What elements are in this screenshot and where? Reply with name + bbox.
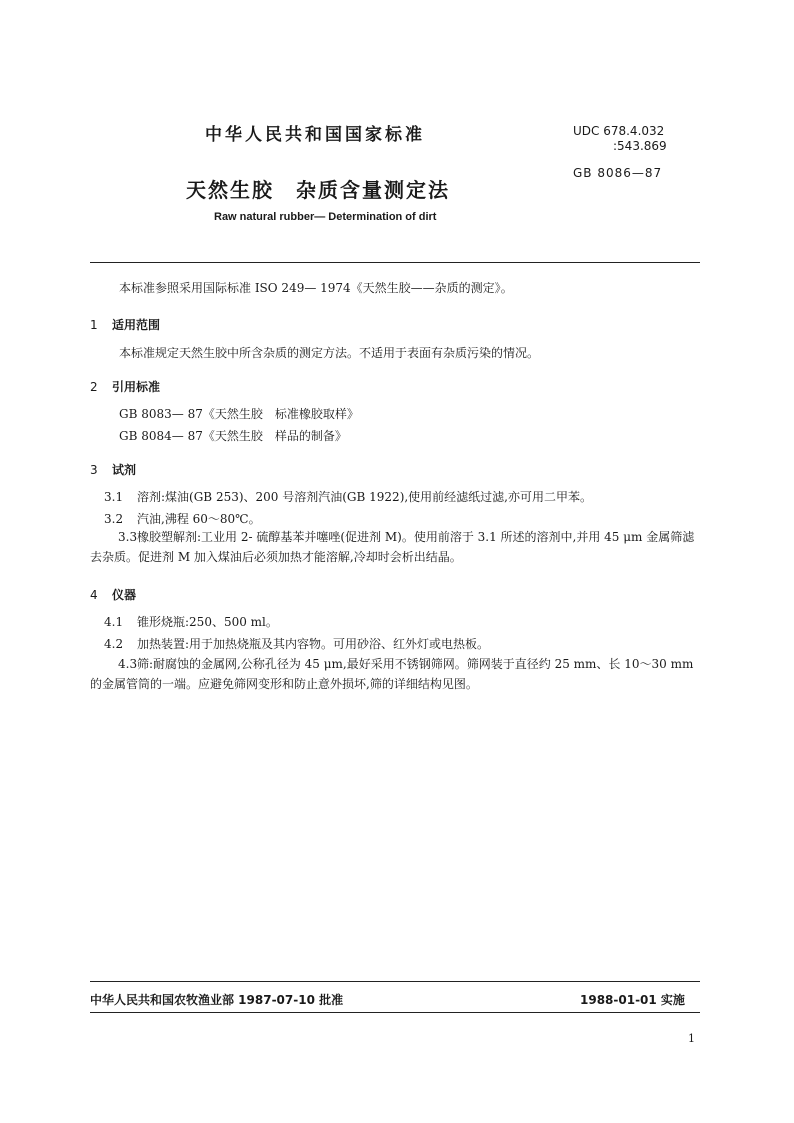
clause-3-1: [104, 489, 592, 505]
clause-4-3: [90, 654, 700, 694]
clause-number: 3.1: [104, 490, 124, 504]
section-3-heading: [90, 461, 136, 478]
implementation-date: 1988-01-01 实施: [580, 993, 685, 1007]
clause-number: 3.2: [104, 512, 124, 526]
gb-code: GB 8086—87: [573, 166, 663, 180]
title-part-1: 天然生胶: [186, 178, 274, 202]
clause-text: 溶剂:煤油(GB 253)、200 号溶剂汽油(GB 1922),使用前经滤纸过滤,亦可用二甲苯。: [137, 490, 593, 504]
clause-text: 橡胶塑解剂:工业用 2- 硫醇基苯并噻唑(促进剂 M)。使用前溶于 3.1 所述的溶剂中,并用 45 μm 金属筛滤去杂质。促进剂 M 加入煤油后必须加热才能溶解,冷却时会析出结晶。: [90, 530, 695, 564]
clause-number: 4.1: [104, 615, 124, 629]
clause-text: 筛:耐腐蚀的金属网,公称孔径为 45 μm,最好采用不锈钢筛网。筛网装于直径约 25 mm、长 10～30 mm 的金属管筒的一端。应避免筛网变形和防止意外损坏,筛的详细结构见图。: [90, 657, 694, 691]
udc-line-2: :543.869: [613, 139, 667, 153]
clause-text: 锥形烧瓶:250、500 ml。: [137, 615, 278, 629]
clause-text: 汽油,沸程 60～80℃。: [137, 512, 261, 526]
clause-3-2: [104, 511, 261, 527]
section-4-title: 仪器: [112, 588, 137, 602]
approval-statement: 中华人民共和国农牧渔业部 1987-07-10 批准: [90, 993, 344, 1007]
clause-number: 3.3: [118, 530, 138, 544]
reference-item: GB 8083— 87《天然生胶 标准橡胶取样》: [119, 407, 359, 421]
section-3-number: 3: [90, 463, 98, 477]
document-title: [186, 174, 450, 203]
title-part-2: 杂质含量测定法: [296, 178, 450, 202]
page-number: 1: [688, 1032, 695, 1045]
section-1-text: 本标准规定天然生胶中所含杂质的测定方法。不适用于表面有杂质污染的情况。: [119, 346, 540, 360]
clause-number: 4.3: [118, 657, 138, 671]
section-4-number: 4: [90, 588, 98, 602]
section-3-title: 试剂: [112, 463, 137, 477]
section-2-title: 引用标准: [112, 380, 161, 394]
section-2-number: 2: [90, 380, 98, 394]
clause-4-2: [104, 636, 489, 652]
reference-item: GB 8084— 87《天然生胶 样品的制备》: [119, 429, 347, 443]
national-standard-heading: 中华人民共和国国家标准: [205, 125, 425, 145]
section-2-heading: [90, 378, 160, 395]
section-1-title: 适用范围: [112, 318, 161, 332]
header-divider: [90, 262, 700, 263]
clause-text: 加热装置:用于加热烧瓶及其内容物。可用砂浴、红外灯或电热板。: [137, 637, 490, 651]
section-1-heading: [90, 316, 160, 333]
udc-code: [573, 124, 667, 154]
clause-4-1: [104, 614, 278, 630]
clause-3-3: [90, 527, 700, 567]
udc-line-1: UDC 678.4.032: [573, 124, 665, 138]
clause-number: 4.2: [104, 637, 124, 651]
footer-divider-top: [90, 981, 700, 982]
section-4-heading: [90, 586, 136, 603]
section-1-number: 1: [90, 318, 98, 332]
english-title: Raw natural rubber— Determination of dirt: [214, 211, 437, 223]
footer-divider-bottom: [90, 1012, 700, 1013]
intro-paragraph: 本标准参照采用国际标准 ISO 249— 1974《天然生胶——杂质的测定》。: [119, 281, 513, 295]
